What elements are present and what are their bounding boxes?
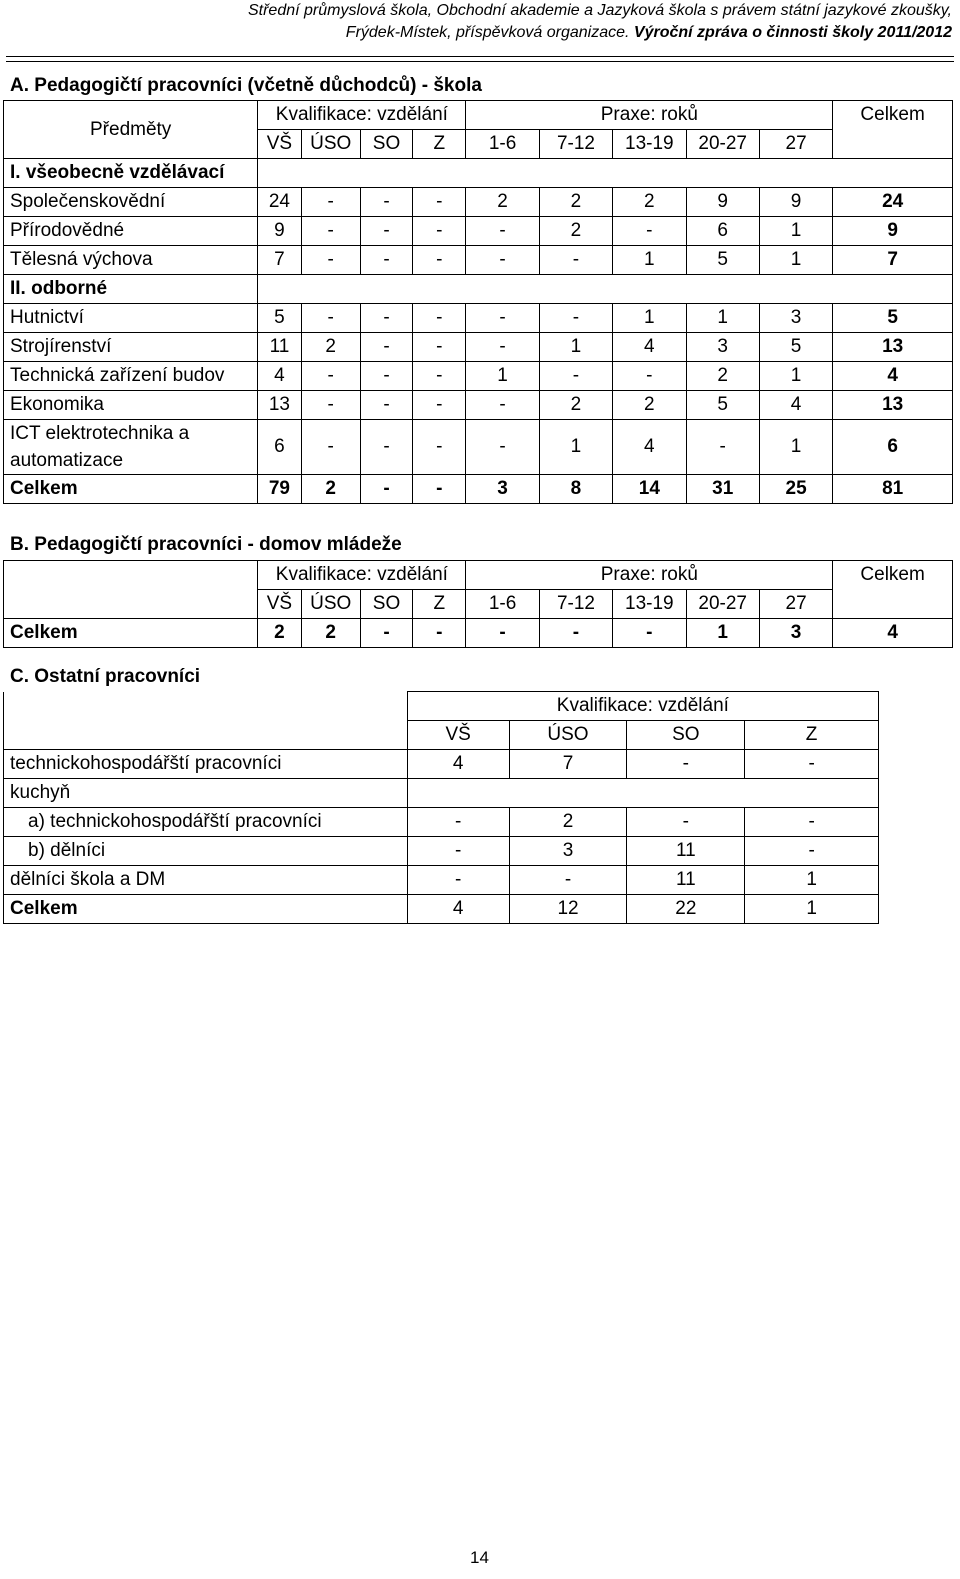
row-value: 3 [509, 837, 627, 866]
row-value: - [413, 304, 466, 333]
row-value: 2 [539, 188, 612, 217]
row-label: Strojírenství [4, 333, 258, 362]
table-row [4, 246, 953, 275]
column-group-qualification: Kvalifikace: vzdělání [258, 101, 466, 130]
section-a-title: A. Pedagogičtí pracovníci (včetně důchodců) - škola [10, 75, 482, 96]
col-qual-uso: ÚSO [301, 590, 360, 619]
col-qual-z: Z [413, 130, 466, 159]
row-value: - [360, 420, 412, 475]
row-value: - [627, 808, 745, 837]
col-qual-uso: ÚSO [301, 130, 360, 159]
row-value: 4 [759, 391, 832, 420]
row-value: 1 [759, 362, 832, 391]
column-header-total: Celkem [833, 561, 953, 590]
row-label: Celkem [4, 475, 258, 504]
row-label: technickohospodářští pracovníci [4, 750, 408, 779]
row-label: Tělesná výchova [4, 246, 258, 275]
table-row [4, 217, 953, 246]
row-total: 4 [833, 362, 953, 391]
row-value: - [360, 391, 412, 420]
col-qual-so: SO [360, 590, 412, 619]
row-value: - [301, 304, 360, 333]
row-value: 3 [686, 333, 759, 362]
col-praxe-1-6: 1-6 [466, 590, 539, 619]
group-professional: II. odborné [4, 275, 258, 304]
row-value: - [613, 217, 686, 246]
row-value: 9 [759, 188, 832, 217]
row-value: 2 [613, 188, 686, 217]
col-praxe-1-6: 1-6 [466, 130, 539, 159]
row-value: 24 [258, 188, 301, 217]
column-group-qualification: Kvalifikace: vzdělání [407, 692, 878, 721]
table-row [4, 304, 953, 333]
row-value: 5 [686, 391, 759, 420]
row-value: 2 [613, 391, 686, 420]
row-value: 7 [509, 750, 627, 779]
row-value: 2 [301, 619, 360, 648]
row-value: 3 [759, 619, 832, 648]
row-value: - [466, 420, 539, 475]
row-value: 1 [466, 362, 539, 391]
row-label: ICT elektrotechnika a automatizace [4, 420, 258, 475]
section-c-title: C. Ostatní pracovníci [10, 666, 201, 687]
row-value: 6 [258, 420, 301, 475]
column-group-praxe: Praxe: roků [466, 561, 833, 590]
table-c [3, 691, 879, 924]
row-value: - [509, 866, 627, 895]
row-value: - [360, 188, 412, 217]
row-value: - [360, 333, 412, 362]
row-value: 9 [686, 188, 759, 217]
row-value: - [360, 619, 412, 648]
row-value: 1 [613, 246, 686, 275]
row-value: 2 [686, 362, 759, 391]
row-value: 2 [301, 333, 360, 362]
col-qual-uso: ÚSO [509, 721, 627, 750]
table-row [4, 750, 879, 779]
row-value: 3 [759, 304, 832, 333]
row-label: kuchyň [4, 779, 408, 808]
column-header-subjects: Předměty [4, 101, 258, 159]
row-label: Celkem [4, 895, 408, 924]
table-b [3, 560, 953, 648]
row-value: - [301, 391, 360, 420]
row-label: a) technickohospodářští pracovníci [4, 808, 408, 837]
table-row [4, 779, 879, 808]
col-praxe-7-12: 7-12 [539, 590, 612, 619]
col-qual-so: SO [627, 721, 745, 750]
section-b-title: B. Pedagogičtí pracovníci - domov mládeže [10, 534, 402, 555]
row-value: 1 [686, 304, 759, 333]
row-value: 4 [613, 420, 686, 475]
row-value: 4 [407, 895, 509, 924]
row-value: - [301, 217, 360, 246]
table-row [4, 866, 879, 895]
row-value: 22 [627, 895, 745, 924]
row-label: Ekonomika [4, 391, 258, 420]
row-value: 1 [745, 866, 879, 895]
col-qual-vs: VŠ [258, 130, 301, 159]
row-value: 1 [686, 619, 759, 648]
row-value: 11 [627, 837, 745, 866]
row-value: 2 [509, 808, 627, 837]
row-value: - [413, 362, 466, 391]
row-label: Přírodovědné [4, 217, 258, 246]
table-row [4, 808, 879, 837]
row-value: - [301, 420, 360, 475]
row-value: 7 [258, 246, 301, 275]
table-a [3, 100, 953, 504]
row-value: - [539, 246, 612, 275]
row-value: 4 [613, 333, 686, 362]
row-label: dělníci škola a DM [4, 866, 408, 895]
row-value: - [360, 362, 412, 391]
row-value: 5 [686, 246, 759, 275]
col-qual-z: Z [413, 590, 466, 619]
col-praxe-20-27: 20-27 [686, 590, 759, 619]
row-value: - [301, 362, 360, 391]
row-value: 4 [407, 750, 509, 779]
row-value: - [466, 391, 539, 420]
row-value: - [413, 333, 466, 362]
row-total: 6 [833, 420, 953, 475]
row-value: - [539, 304, 612, 333]
row-label: Společenskovědní [4, 188, 258, 217]
row-value: - [539, 362, 612, 391]
row-label: Technická zařízení budov [4, 362, 258, 391]
page-header [248, 0, 952, 44]
row-value: 2 [539, 217, 612, 246]
row-value: - [745, 837, 879, 866]
col-qual-so: SO [360, 130, 412, 159]
row-value: - [413, 420, 466, 475]
column-header-total: Celkem [833, 101, 953, 130]
row-value: 8 [539, 475, 612, 504]
row-total: 81 [833, 475, 953, 504]
row-value: 4 [258, 362, 301, 391]
row-value: 6 [686, 217, 759, 246]
row-total: 13 [833, 391, 953, 420]
col-praxe-20-27: 20-27 [686, 130, 759, 159]
row-value: - [413, 246, 466, 275]
col-praxe-13-19: 13-19 [613, 590, 686, 619]
table-row [4, 362, 953, 391]
row-value: 2 [539, 391, 612, 420]
row-value: - [360, 304, 412, 333]
col-praxe-13-19: 13-19 [613, 130, 686, 159]
row-value: - [413, 217, 466, 246]
row-label: Celkem [4, 619, 258, 648]
row-value: - [407, 837, 509, 866]
total-row [4, 895, 879, 924]
row-label: b) dělníci [4, 837, 408, 866]
header-divider [6, 56, 954, 57]
row-value: - [301, 246, 360, 275]
row-value: - [407, 866, 509, 895]
row-value: - [413, 475, 466, 504]
total-row [4, 475, 953, 504]
row-value: - [686, 420, 759, 475]
header-line-1: Střední průmyslová škola, Obchodní akademie a Jazyková škola s právem státní jazykové zkoušky, [247, 2, 952, 19]
header-line-2: Frýdek-Místek, příspěvková organizace. [345, 24, 630, 41]
table-row [4, 188, 953, 217]
row-total: 9 [833, 217, 953, 246]
row-total: 5 [833, 304, 953, 333]
row-value: - [745, 808, 879, 837]
col-qual-z: Z [745, 721, 879, 750]
col-qual-vs: VŠ [407, 721, 509, 750]
report-title: Výroční zpráva o činnosti školy 2011/2012 [633, 24, 952, 41]
row-value: - [745, 750, 879, 779]
row-value: 1 [539, 420, 612, 475]
row-value: - [627, 750, 745, 779]
page-number: 14 [470, 1548, 489, 1567]
row-value: 5 [759, 333, 832, 362]
row-total: 7 [833, 246, 953, 275]
row-value: 79 [258, 475, 301, 504]
col-praxe-27: 27 [759, 130, 832, 159]
row-value: 2 [258, 619, 301, 648]
row-value: - [466, 304, 539, 333]
row-value: 11 [627, 866, 745, 895]
row-value: 31 [686, 475, 759, 504]
column-group-qualification: Kvalifikace: vzdělání [258, 561, 466, 590]
row-value: - [407, 808, 509, 837]
row-value: 2 [301, 475, 360, 504]
table-row [4, 837, 879, 866]
col-qual-vs: VŠ [258, 590, 301, 619]
row-value: - [466, 619, 539, 648]
table-row [4, 420, 953, 475]
row-value: - [301, 188, 360, 217]
row-value: 3 [466, 475, 539, 504]
table-row [4, 391, 953, 420]
column-group-praxe: Praxe: roků [466, 101, 833, 130]
group-general: I. všeobecně vzdělávací [4, 159, 258, 188]
row-value: 11 [258, 333, 301, 362]
row-value: - [360, 246, 412, 275]
row-value: 1 [759, 420, 832, 475]
row-total: 13 [833, 333, 953, 362]
row-value: - [413, 391, 466, 420]
row-value: - [613, 619, 686, 648]
row-value: 14 [613, 475, 686, 504]
row-value: 5 [258, 304, 301, 333]
row-value: 12 [509, 895, 627, 924]
row-value: - [466, 246, 539, 275]
row-value: 1 [759, 217, 832, 246]
row-value: - [613, 362, 686, 391]
row-value: - [539, 619, 612, 648]
header-divider-thin [6, 61, 954, 62]
row-value: - [466, 217, 539, 246]
row-total: 4 [833, 619, 953, 648]
row-value: - [360, 217, 412, 246]
row-value: - [466, 333, 539, 362]
row-value: 1 [745, 895, 879, 924]
row-value: - [360, 475, 412, 504]
row-value: 25 [759, 475, 832, 504]
row-value: - [413, 188, 466, 217]
col-praxe-27: 27 [759, 590, 832, 619]
row-value: 1 [539, 333, 612, 362]
row-value: 1 [759, 246, 832, 275]
row-value: 1 [613, 304, 686, 333]
row-value: - [413, 619, 466, 648]
total-row [4, 619, 953, 648]
row-value: 13 [258, 391, 301, 420]
row-label: Hutnictví [4, 304, 258, 333]
row-value: 2 [466, 188, 539, 217]
row-value: 9 [258, 217, 301, 246]
row-total: 24 [833, 188, 953, 217]
table-row [4, 333, 953, 362]
col-praxe-7-12: 7-12 [539, 130, 612, 159]
